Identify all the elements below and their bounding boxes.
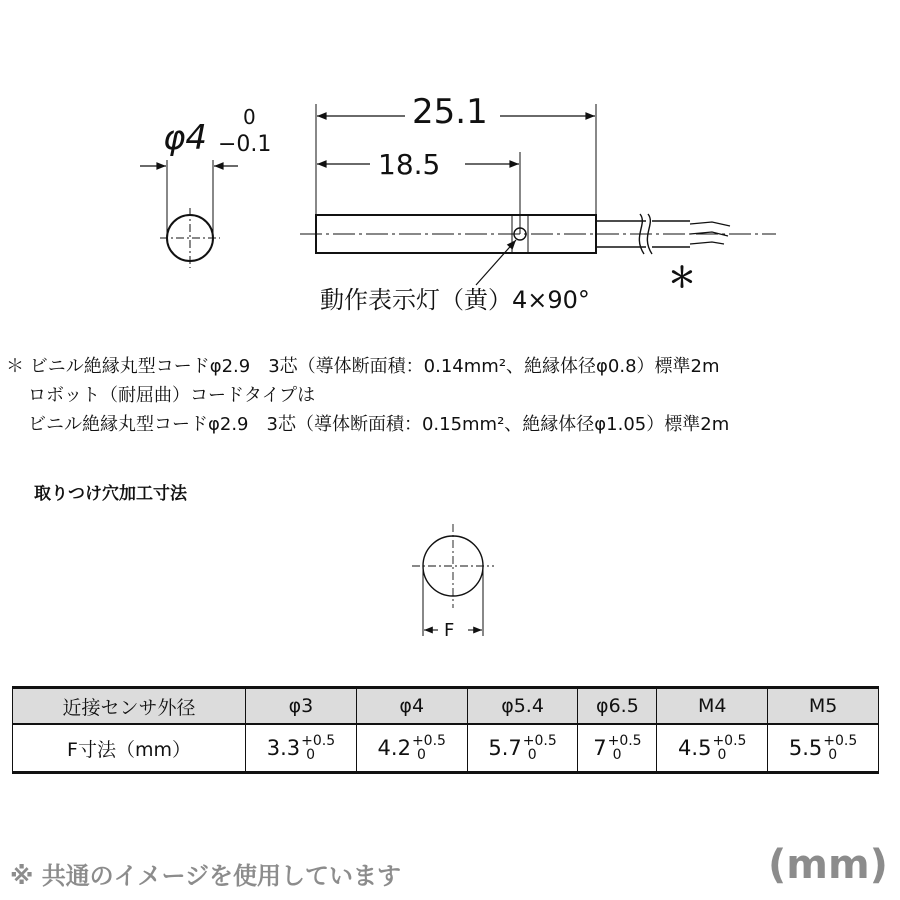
f-tol-upper: +0.5: [712, 733, 747, 749]
cable-asterisk: ＊: [668, 261, 697, 294]
f-tol-upper: +0.5: [301, 733, 336, 749]
f-value: 5.5: [788, 736, 823, 760]
f-value: 5.7: [488, 736, 522, 760]
table-head-cell: φ5.4: [467, 688, 578, 725]
table-value-cell: [246, 724, 357, 773]
footer-disclaimer: ※ 共通のイメージを使用しています: [10, 862, 401, 890]
f-value: 4.5: [678, 736, 712, 760]
front-view-circle: [167, 215, 213, 261]
f-tol-upper: +0.5: [411, 733, 446, 749]
table-head-cell: φ6.5: [578, 688, 657, 725]
f-tol-lower: 0: [416, 747, 426, 763]
table-head-cell: M4: [657, 688, 768, 725]
f-dimension-table: [12, 686, 879, 774]
f-tol-lower: 0: [828, 747, 838, 763]
table-value-row: [13, 724, 879, 773]
indicator-position-label: 18.5: [378, 148, 441, 181]
front-view: [140, 160, 238, 268]
table-value-cell: [768, 724, 879, 773]
diameter-tol-lower: −0.1: [218, 132, 272, 157]
indicator-leader: [476, 240, 516, 285]
table-value-cell: [657, 724, 768, 773]
table-head-cell: φ3: [246, 688, 357, 725]
table-header-row: [13, 688, 879, 725]
indicator-label: 動作表示灯（黄）4×90°: [320, 286, 590, 314]
sensor-body: [316, 215, 596, 253]
footer-unit: (mm): [768, 842, 888, 888]
note-line-1: ＊ ビニル絶縁丸型コードφ2.9 3芯（導体断面積：0.14mm²、絶縁体径φ0.8）標準2m: [6, 356, 720, 377]
f-tol-upper: +0.5: [823, 733, 858, 749]
f-tol-lower: 0: [527, 747, 537, 763]
side-view: [300, 104, 776, 285]
f-tol-lower: 0: [306, 747, 316, 763]
f-tol-upper: +0.5: [522, 733, 557, 749]
total-length-label: 25.1: [412, 92, 488, 132]
table-row-label: F寸法（mm）: [13, 724, 246, 773]
table-value-cell: [467, 724, 578, 773]
f-tol-lower: 0: [717, 747, 727, 763]
f-tol-upper: +0.5: [607, 733, 642, 749]
note-line-3: ビニル絶縁丸型コードφ2.9 3芯（導体断面積：0.15mm²、絶縁体径φ1.05）標準2m: [28, 414, 730, 435]
table-value-cell: [356, 724, 467, 773]
table-head-cell: M5: [768, 688, 879, 725]
table-value-cell: [578, 724, 657, 773]
diameter-tol-upper: 0: [243, 105, 256, 129]
f-value: 4.2: [377, 736, 411, 760]
f-value: 3.3: [266, 736, 301, 760]
note-line-2: ロボット（耐屈曲）コードタイプは: [28, 385, 316, 406]
f-tol-lower: 0: [612, 747, 622, 763]
diameter-label: φ4: [163, 118, 208, 158]
wire-1: [690, 222, 730, 226]
f-value: 7: [593, 736, 607, 760]
mounting-title: 取りつけ穴加工寸法: [34, 484, 187, 504]
wire-3: [690, 242, 724, 244]
mounting-f-label: F: [444, 620, 455, 641]
table-header-label: 近接センサ外径: [13, 688, 246, 725]
table-head-cell: φ4: [356, 688, 467, 725]
